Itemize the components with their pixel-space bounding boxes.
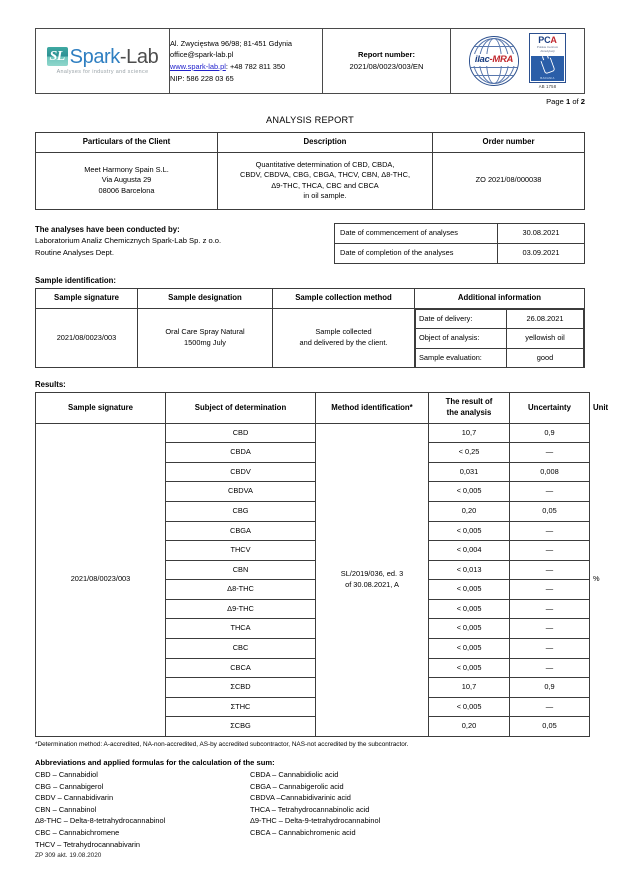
abbreviation-item: THCA – Tetrahydrocannabinolic acid [250,804,370,814]
ilac-mra-icon [469,36,519,86]
abbreviation-item: CBGA – Cannabigerolic acid [250,781,344,791]
client-line: Via Augusta 29 [101,175,152,185]
uncertainty-value: — [510,560,590,580]
uncertainty-value: 0,05 [510,717,590,737]
logo-name-secondary: -Lab [119,45,159,68]
analyte-name: CBG [166,501,316,521]
analysis-result-value: 10,7 [429,678,510,698]
abbreviations-section [35,769,585,850]
analysis-result-value: 0,20 [429,717,510,737]
date-completion-label: Date of completion of the analyses [335,243,498,263]
col-header-collection-method: Sample collection method [273,288,415,308]
col-header-additional-information: Additional information [415,288,585,308]
col-header-order-number: Order number [433,133,585,153]
abbreviation-item: THCV – Tetrahydrocannabivarin [35,839,141,849]
contact-phone: : +48 782 811 350 [225,62,286,71]
analyte-name: ΣTHC [166,697,316,717]
description-line: Δ9-THC, THCA, CBC and CBCA [271,180,379,190]
col-header-sample-designation: Sample designation [138,288,273,308]
abbreviation-item: CBC – Cannabichromene [35,828,120,837]
method-line: SL/2019/036, ed. 3 [340,569,404,579]
col-header-subject-of-determination: Subject of determination [166,393,316,423]
analyte-name: CBDV [166,462,316,482]
col-header-sample-signature: Sample signature [36,393,166,423]
abbreviation-item: CBDV – Cannabidivarin [35,793,114,803]
designation-line: 1500mg July [184,337,226,347]
table-header-row [36,288,585,308]
analysis-result-value: < 0,005 [429,619,510,639]
object-of-analysis-label: Object of analysis: [416,329,507,349]
page-title: ANALYSIS REPORT [266,115,354,125]
sample-evaluation-value: good [507,348,584,367]
results-label: Results: [35,380,66,390]
client-particulars-table [35,132,585,210]
analyte-name: CBC [166,639,316,659]
analyte-name: Δ8-THC [166,580,316,600]
analysis-dates-table [334,223,585,264]
pca-accreditation-icon [529,33,566,88]
abbreviation-item: CBG – Cannabigerol [35,781,104,791]
analysis-result-value: < 0,004 [429,541,510,561]
col-header-uncertainty: Uncertainty [510,393,590,423]
analysis-result-value: < 0,005 [429,639,510,659]
table-header-row [36,133,585,153]
pca-subtitle: Polskie Centrum Akredytacji [536,45,559,53]
conducted-by-text [35,223,221,258]
uncertainty-value: 0,05 [510,501,590,521]
document-footer: ZP 309 akt. 19.08.2020 [35,852,102,859]
method-line: of 30.08.2021, A [345,579,399,589]
contact-nip: NIP: 586 228 03 65 [170,73,234,83]
results-footnote: *Determination method: A-accredited, NA-non-accredited, AS-by accredited subcontractor, NAS-not accredited by the subcontractor. [35,741,409,749]
results-sample-signature: 2021/08/0023/003 [36,423,166,737]
page-indicator: Page 1 of 2 [546,97,585,106]
sl-monogram-icon: SL [47,47,68,66]
abbreviation-item: Δ9-THC – Delta-9-tetrahydrocannabinol [250,816,381,826]
analyte-name: CBCA [166,658,316,678]
accreditation-marks-cell [451,29,585,94]
letterhead-table [35,28,585,94]
report-number-label: Report number: [358,50,415,59]
analysis-result-value: 0,031 [429,462,510,482]
pca-top [530,34,565,54]
abbreviations-title: Abbreviations and applied formulas for the calculation of the sum: [35,758,275,768]
analysis-result-value: < 0,013 [429,560,510,580]
logo-row [47,47,159,67]
table-row [416,348,584,367]
table-row [36,308,585,368]
date-commencement-label: Date of commencement of analyses [335,223,498,243]
additional-information-cell [415,308,585,368]
results-table [35,392,609,737]
table-header-row: Sample signature Subject of determination Method identification* The result of the analysis Uncertainty Unit [36,393,590,423]
logo-tagline: Analyses for industry and science [56,68,149,75]
pca-accreditation-code: AB 1758 [538,83,557,89]
table-row [416,329,584,349]
date-commencement-value: 30.08.2021 [498,223,585,243]
uncertainty-value: — [510,482,590,502]
abbreviation-item: CBN – Cannabinol [35,804,97,814]
col-header-client: Particulars of the Client [36,133,218,153]
object-of-analysis-value: yellowish oil [507,329,584,349]
analyte-name: THCV [166,541,316,561]
collection-line: Sample collected [315,327,372,337]
collection-line: and delivered by the client. [299,337,388,347]
analyte-name: CBGA [166,521,316,541]
analyte-name: CBDA [166,443,316,463]
additional-information-table [415,309,584,368]
analyte-name: ΣCBD [166,678,316,698]
report-number-cell [323,29,451,94]
table-row [335,243,585,263]
sample-identification-table [35,288,585,368]
table-row [36,152,585,209]
method-identification-value [316,423,429,737]
analysis-result-value: 10,7 [429,423,510,443]
sample-evaluation-label: Sample evaluation: [416,348,507,367]
contact-cell [170,29,323,94]
analyte-name: CBN [166,560,316,580]
client-details [36,152,218,209]
analyte-name: ΣCBG [166,717,316,737]
accreditation-marks [451,33,584,88]
contact-email: office@spark-lab.pl [170,50,234,60]
col-header-result: The result of the analysis [429,393,510,423]
spark-lab-logo [36,47,169,75]
abbreviations-left-column [35,769,250,850]
report-number-value: 2021/08/0023/003/EN [349,62,424,71]
uncertainty-value: — [510,580,590,600]
uncertainty-value: — [510,697,590,717]
sample-signature-value: 2021/08/0023/003 [36,308,138,368]
table-row [335,223,585,243]
col-header-sample-signature: Sample signature [36,288,138,308]
uncertainty-value: 0,008 [510,462,590,482]
col-header-description: Description [218,133,433,153]
pca-badge-word: BADANIA [540,75,555,80]
pca-title: PCA [538,35,557,46]
page-current: 1 [565,97,571,106]
website-link[interactable]: www.spark-lab.pl [170,62,226,71]
analysis-result-value: 0,20 [429,501,510,521]
uncertainty-value: — [510,521,590,541]
uncertainty-value: 0,9 [510,423,590,443]
designation-line: Oral Care Spray Natural [165,327,245,337]
analysis-result-value: < 0,25 [429,443,510,463]
order-number-value: ZO 2021/08/000038 [433,152,585,209]
page-total: 2 [580,97,585,106]
abbreviations-right-column [250,769,550,850]
pca-badge [529,33,566,82]
description-line: Quantitative determination of CBD, CBDA, [255,159,395,169]
laboratory-name: Laboratorium Analiz Chemicznych Spark-Lab Sp. z o.o. [35,236,222,246]
uncertainty-value: — [510,443,590,463]
analysis-result-value: < 0,005 [429,482,510,502]
logo-cell [36,29,170,94]
analysis-result-value: < 0,005 [429,580,510,600]
uncertainty-value: — [510,599,590,619]
table-row [416,309,584,329]
abbreviation-item: CBCA – Cannabichromenic acid [250,828,356,837]
abbreviation-item: CBDVA –Cannabidivarinic acid [250,793,351,803]
pca-flask-panel [531,56,564,81]
flask-icon [540,57,555,74]
analyte-name: CBDVA [166,482,316,502]
uncertainty-value: — [510,619,590,639]
conducted-by-section [35,223,585,264]
description-line: CBDV, CBDVA, CBG, CBGA, THCV, CBN, Δ8-THC, [239,170,411,180]
abbreviation-item: CBD – Cannabidiol [35,770,98,780]
abbreviation-item: CBDA – Cannabidiolic acid [250,770,339,780]
sample-designation-value [138,308,273,368]
date-of-delivery-label: Date of delivery: [416,309,507,329]
abbreviation-item: Δ8-THC – Delta-8-tetrahydrocannabinol [35,816,166,826]
client-line: 08006 Barcelona [98,186,155,196]
description-line: in oil sample. [303,191,347,201]
col-header-method-identification: Method identification* [316,393,429,423]
analyte-name: CBD [166,423,316,443]
analyte-name: Δ9-THC [166,599,316,619]
uncertainty-value: — [510,541,590,561]
collection-method-value [273,308,415,368]
date-of-delivery-value: 26.08.2021 [507,309,584,329]
analyte-name: THCA [166,619,316,639]
laboratory-dept: Routine Analyses Dept. [35,247,114,257]
analysis-result-value: < 0,005 [429,697,510,717]
table-row: 2021/08/0023/003 CBD SL/2019/036, ed. 3 of 30.08.2021, A 10,7 0,9 % [36,423,590,443]
ilac-mra-label: ilac-MRA [470,54,518,66]
logo-name-primary: Spark [69,45,120,68]
analysis-result-value: < 0,005 [429,599,510,619]
uncertainty-value: — [510,658,590,678]
contact-address: Al. Zwycięstwa 96/98; 81-451 Gdynia [170,38,293,48]
sample-identification-label: Sample identification: [35,275,117,285]
client-line: Meet Harmony Spain S.L. [84,164,169,174]
description-details [218,152,433,209]
contact-website-phone [170,61,322,73]
conducted-by-title: The analyses have been conducted by: [35,224,180,234]
uncertainty-value: 0,9 [510,678,590,698]
date-completion-value: 03.09.2021 [498,243,585,263]
uncertainty-value: — [510,639,590,659]
analysis-result-value: < 0,005 [429,658,510,678]
analysis-result-value: < 0,005 [429,521,510,541]
